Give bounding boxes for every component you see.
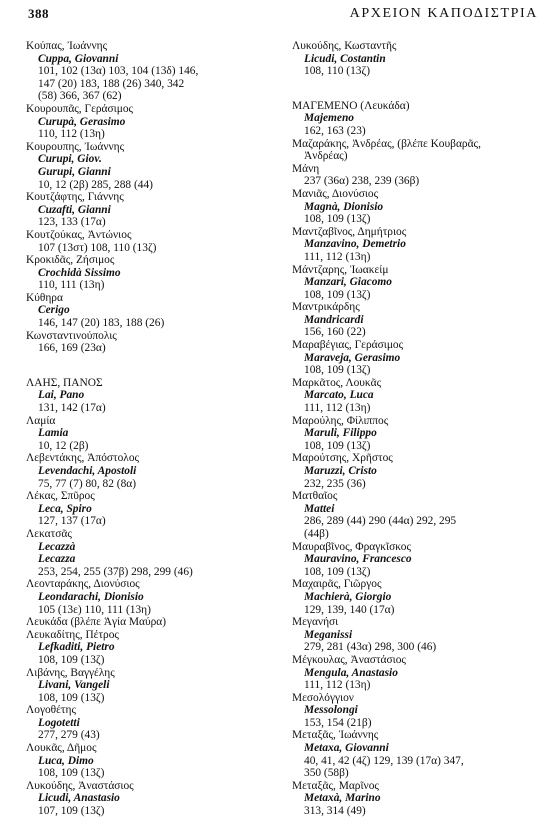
index-entry	[292, 301, 532, 339]
index-entry	[292, 264, 532, 302]
index-entry	[26, 528, 266, 578]
entry-latin-name: Marcato, Luca	[304, 389, 374, 402]
entry-latin-name: Meganissi	[304, 628, 353, 641]
entry-page-refs: 277, 279 (43)	[38, 729, 100, 742]
entry-page-refs: 232, 235 (36)	[304, 477, 366, 490]
index-entry	[292, 729, 532, 779]
entry-latin-name: Lamia	[38, 427, 69, 440]
entry-latin-name: Lai, Pano	[38, 389, 85, 402]
entry-latin-name: Lefkaditi, Pietro	[38, 641, 115, 654]
entry-page-refs: 147 (20) 183, 188 (26) 340, 342	[38, 77, 185, 90]
entry-page-refs: 313, 314 (49)	[304, 805, 366, 818]
index-entry	[292, 188, 532, 226]
index-entry	[292, 616, 532, 654]
entry-page-refs: 111, 112 (13η)	[304, 679, 371, 692]
entry-heading: Λογοθέτης	[26, 704, 76, 717]
entry-latin-name: Cuppa, Giovanni	[38, 52, 119, 65]
entry-page-refs: 166, 169 (23α)	[38, 342, 106, 355]
entry-heading: Μαρούτσης, Χρῆστος	[292, 452, 393, 465]
index-column-right	[292, 40, 532, 818]
index-entry	[292, 415, 532, 453]
entry-heading: Μάνη	[292, 162, 320, 175]
entry-page-refs: 279, 281 (43α) 298, 300 (46)	[304, 641, 437, 654]
index-entry	[26, 578, 266, 616]
entry-latin-name: Magnà, Dionisio	[304, 200, 384, 213]
index-entry	[26, 254, 266, 292]
index-column-left	[26, 40, 266, 818]
entry-heading: Μαχαιρᾶς, Γιῶργος	[292, 578, 382, 591]
entry-heading: Κουτζούκας, Ἀντώνιος	[26, 228, 132, 241]
page-header	[28, 6, 538, 26]
entry-page-refs: 10, 12 (2β)	[38, 439, 89, 452]
entry-heading: Κουρουπης, Ἰωάννης	[26, 140, 125, 153]
index-entry	[292, 692, 532, 730]
entry-latin-name: Maruzzi, Cristo	[304, 465, 377, 477]
entry-heading: Μαρούλης, Φίλιππος	[292, 414, 389, 427]
entry-heading: Λευκάδα (βλέπε Ἁγία Μαύρα)	[26, 616, 167, 629]
index-entry	[292, 377, 532, 415]
entry-latin-name: Cerigo	[38, 304, 70, 317]
index-entry	[292, 339, 532, 377]
entry-page-refs: 108, 109 (13ζ)	[38, 767, 105, 780]
entry-page-refs: 75, 77 (7) 80, 82 (8α)	[38, 477, 137, 490]
entry-latin-name: Majemeno	[304, 112, 354, 125]
entry-page-refs: 108, 109 (13ζ)	[304, 364, 371, 377]
entry-latin-name: Manzari, Giacomo	[304, 276, 392, 289]
entry-latin-name: Messolongi	[304, 704, 358, 717]
entry-latin-name: Crochidà Sissimo	[38, 266, 121, 279]
index-entry	[26, 780, 266, 818]
entry-latin-name: Metaxa, Giovanni	[304, 742, 389, 755]
entry-page-refs: 146, 147 (20) 183, 188 (26)	[38, 317, 165, 330]
entry-page-refs: 237 (36α) 238, 239 (36β)	[304, 175, 420, 188]
entry-heading: Μέγκουλας, Ἀναστάσιος	[292, 653, 406, 666]
entry-page-refs: 108, 109 (13ζ)	[304, 565, 371, 578]
entry-latin-name: Curupà, Gerasimo	[38, 115, 126, 128]
index-entry	[292, 490, 532, 540]
index-entry	[26, 629, 266, 667]
entry-page-refs: 153, 154 (21β)	[304, 716, 372, 729]
index-entry	[26, 452, 266, 490]
index-entry	[292, 452, 532, 490]
index-entry	[26, 377, 266, 415]
entry-latin-name: Gurupi, Gianni	[38, 165, 111, 178]
entry-page-refs: 110, 112 (13η)	[38, 128, 105, 141]
entry-latin-name: Maraveja, Gerasimo	[304, 351, 401, 364]
entry-heading: Λυκούδης, Ἀναστάσιος	[26, 779, 134, 792]
entry-heading: Κουτζάφτης, Γιάννης	[26, 191, 124, 204]
entry-heading: Μεταξᾶς, Μαρῖνος	[292, 779, 379, 792]
entry-latin-name: Cuzafti, Gianni	[38, 203, 111, 216]
entry-page-refs: 131, 142 (17α)	[38, 402, 106, 415]
index-entry	[26, 667, 266, 705]
index-entry	[26, 616, 266, 629]
index-entry	[292, 100, 532, 138]
entry-page-refs: 286, 289 (44) 290 (44α) 292, 295	[304, 515, 457, 528]
entry-heading: Μαρκᾶτος, Λουκᾶς	[292, 376, 382, 389]
entry-page-refs: 110, 111 (13η)	[38, 279, 105, 292]
entry-heading-continuation: Ἀνδρέας)	[304, 150, 348, 163]
entry-heading: Λιβάνης, Βαγγέλης	[26, 666, 115, 679]
entry-latin-name: Mandricardi	[304, 313, 364, 326]
index-entry	[26, 141, 266, 191]
entry-page-refs: 350 (58β)	[304, 767, 349, 780]
entry-latin-name: Mattei	[304, 502, 335, 515]
index-entry	[26, 40, 266, 103]
entry-heading: Ματθαῖος	[292, 490, 338, 503]
entry-heading: Μεταξᾶς, Ἰωάννης	[292, 729, 379, 742]
entry-heading: Μαντζαβῖνος, Δημήτριος	[292, 225, 407, 238]
index-entry	[292, 541, 532, 579]
entry-heading: Κουρουπᾶς, Γεράσιμος	[26, 102, 134, 115]
entry-latin-name: Manzavino, Demetrio	[304, 238, 406, 251]
index-entry	[292, 40, 532, 78]
entry-latin-name: Lecazzà	[38, 540, 76, 553]
index-entry	[26, 415, 266, 453]
entry-heading: Μαυραβῖνος, Φραγκῖσκος	[292, 540, 411, 553]
entry-latin-name: Metaxà, Marino	[304, 792, 381, 805]
entry-latin-name: Levendachi, Apostoli	[38, 465, 137, 477]
entry-heading: Μανιᾶς, Διονύσιος	[292, 187, 379, 200]
entry-page-refs: 108, 109 (13ζ)	[38, 653, 105, 666]
entry-page-refs: (58) 366, 367 (62)	[38, 90, 122, 103]
entry-heading: ΜΑΓΕΜΕΝΟ (Λευκάδα)	[292, 99, 410, 112]
entry-page-refs: 253, 254, 255 (37β) 298, 299 (46)	[38, 565, 193, 578]
entry-heading: Μάντζαρης, Ἰωακείμ	[292, 263, 389, 276]
index-entry	[292, 163, 532, 188]
entry-page-refs: 105 (13ε) 110, 111 (13η)	[38, 603, 151, 616]
entry-latin-name: Curupi, Giov.	[38, 153, 102, 166]
index-entry	[26, 490, 266, 528]
entry-page-refs: 111, 112 (13η)	[304, 402, 371, 415]
entry-page-refs: 108, 109 (13ζ)	[38, 691, 105, 704]
entry-heading: Κύθηρα	[26, 291, 63, 304]
entry-heading: Λεονταράκης, Διονύσιος	[26, 578, 140, 591]
index-entry	[292, 226, 532, 264]
entry-page-refs: 127, 137 (17α)	[38, 515, 106, 528]
entry-latin-name: Leca, Spiro	[38, 502, 92, 515]
entry-latin-name: Licudi, Anastasio	[38, 792, 120, 805]
entry-latin-name: Logotetti	[38, 716, 80, 729]
index-entry	[292, 138, 532, 163]
entry-page-refs: 10, 12 (2β) 285, 288 (44)	[38, 178, 153, 191]
entry-page-refs: 129, 139, 140 (17α)	[304, 603, 395, 616]
entry-page-refs: (44β)	[304, 527, 329, 540]
entry-heading: Μεγανήσι	[292, 616, 339, 629]
entry-page-refs: 156, 160 (22)	[304, 326, 366, 339]
entry-latin-name: Luca, Dimo	[38, 754, 94, 767]
entry-latin-name: Maruli, Filippo	[304, 427, 377, 440]
entry-page-refs: 108, 110 (13ζ)	[304, 65, 370, 78]
entry-page-refs: 123, 133 (17α)	[38, 216, 106, 229]
entry-latin-name: Licudi, Costantin	[304, 52, 386, 65]
entry-heading: Κωνσταντινούπολις	[26, 329, 117, 342]
entry-heading: Μαντρικάρδης	[292, 301, 360, 314]
entry-page-refs: 101, 102 (13α) 103, 104 (13δ) 146,	[38, 65, 199, 78]
entry-heading: Λευκαδίτης, Πέτρος	[26, 628, 119, 641]
index-entry	[26, 229, 266, 254]
entry-heading: Λαμία	[26, 414, 56, 427]
index-entry	[26, 742, 266, 780]
entry-page-refs: 108, 109 (13ζ)	[304, 213, 371, 226]
entry-heading: Κούπας, Ἰωάννης	[26, 40, 108, 52]
index-entry	[292, 578, 532, 616]
entry-page-refs: 108, 109 (13ζ)	[304, 288, 371, 301]
entry-latin-name: Machierà, Giorgio	[304, 590, 392, 603]
entry-heading: Λέκας, Σπῦρος	[26, 490, 95, 503]
entry-page-refs: 107, 109 (13ζ)	[38, 805, 105, 818]
entry-heading: Κροκιδᾶς, Ζήσιμος	[26, 254, 115, 267]
entry-page-refs: 107 (13στ) 108, 110 (13ζ)	[38, 241, 157, 254]
entry-heading: Μεσολόγγιον	[292, 691, 354, 704]
entry-heading: Λεβεντάκης, Ἀπόστολος	[26, 452, 140, 465]
entry-heading: ΛΑΗΣ, ΠΑΝΟΣ	[26, 376, 103, 389]
entry-heading: Λουκᾶς, Δῆμος	[26, 742, 97, 755]
index-entry	[292, 654, 532, 692]
entry-latin-name: Mengula, Anastasio	[304, 666, 398, 679]
entry-heading: Λεκατσᾶς	[26, 527, 72, 540]
entry-heading: Λυκούδης, Κωσταντῆς	[292, 40, 397, 52]
entry-latin-name: Leondarachi, Dionisio	[38, 590, 144, 603]
entry-page-refs: 108, 109 (13ζ)	[304, 439, 371, 452]
entry-page-refs: 40, 41, 42 (4ζ) 129, 139 (17α) 347,	[304, 754, 464, 767]
entry-heading: Μαραβέγιας, Γεράσιμος	[292, 339, 404, 352]
index-entry	[26, 704, 266, 742]
entry-latin-name: Lecazza	[38, 553, 76, 566]
entry-latin-name: Livani, Vangeli	[38, 679, 110, 692]
entry-page-refs: 111, 112 (13η)	[304, 250, 371, 263]
entry-page-refs: 162, 163 (23)	[304, 124, 366, 137]
index-entry	[26, 191, 266, 229]
page-number: 388	[28, 6, 49, 21]
index-entry	[26, 103, 266, 141]
entry-heading: Μαζαράκης, Ἀνδρέας, (βλέπε Κουβαρᾶς,	[292, 137, 481, 150]
index-entry	[292, 780, 532, 818]
running-title: ΑΡΧΕΙΟΝ ΚΑΠΟΔΙΣΤΡΙΑ	[349, 6, 538, 21]
index-entry	[26, 330, 266, 355]
index-entry	[26, 292, 266, 330]
entry-latin-name: Mauravino, Francesco	[304, 553, 412, 566]
